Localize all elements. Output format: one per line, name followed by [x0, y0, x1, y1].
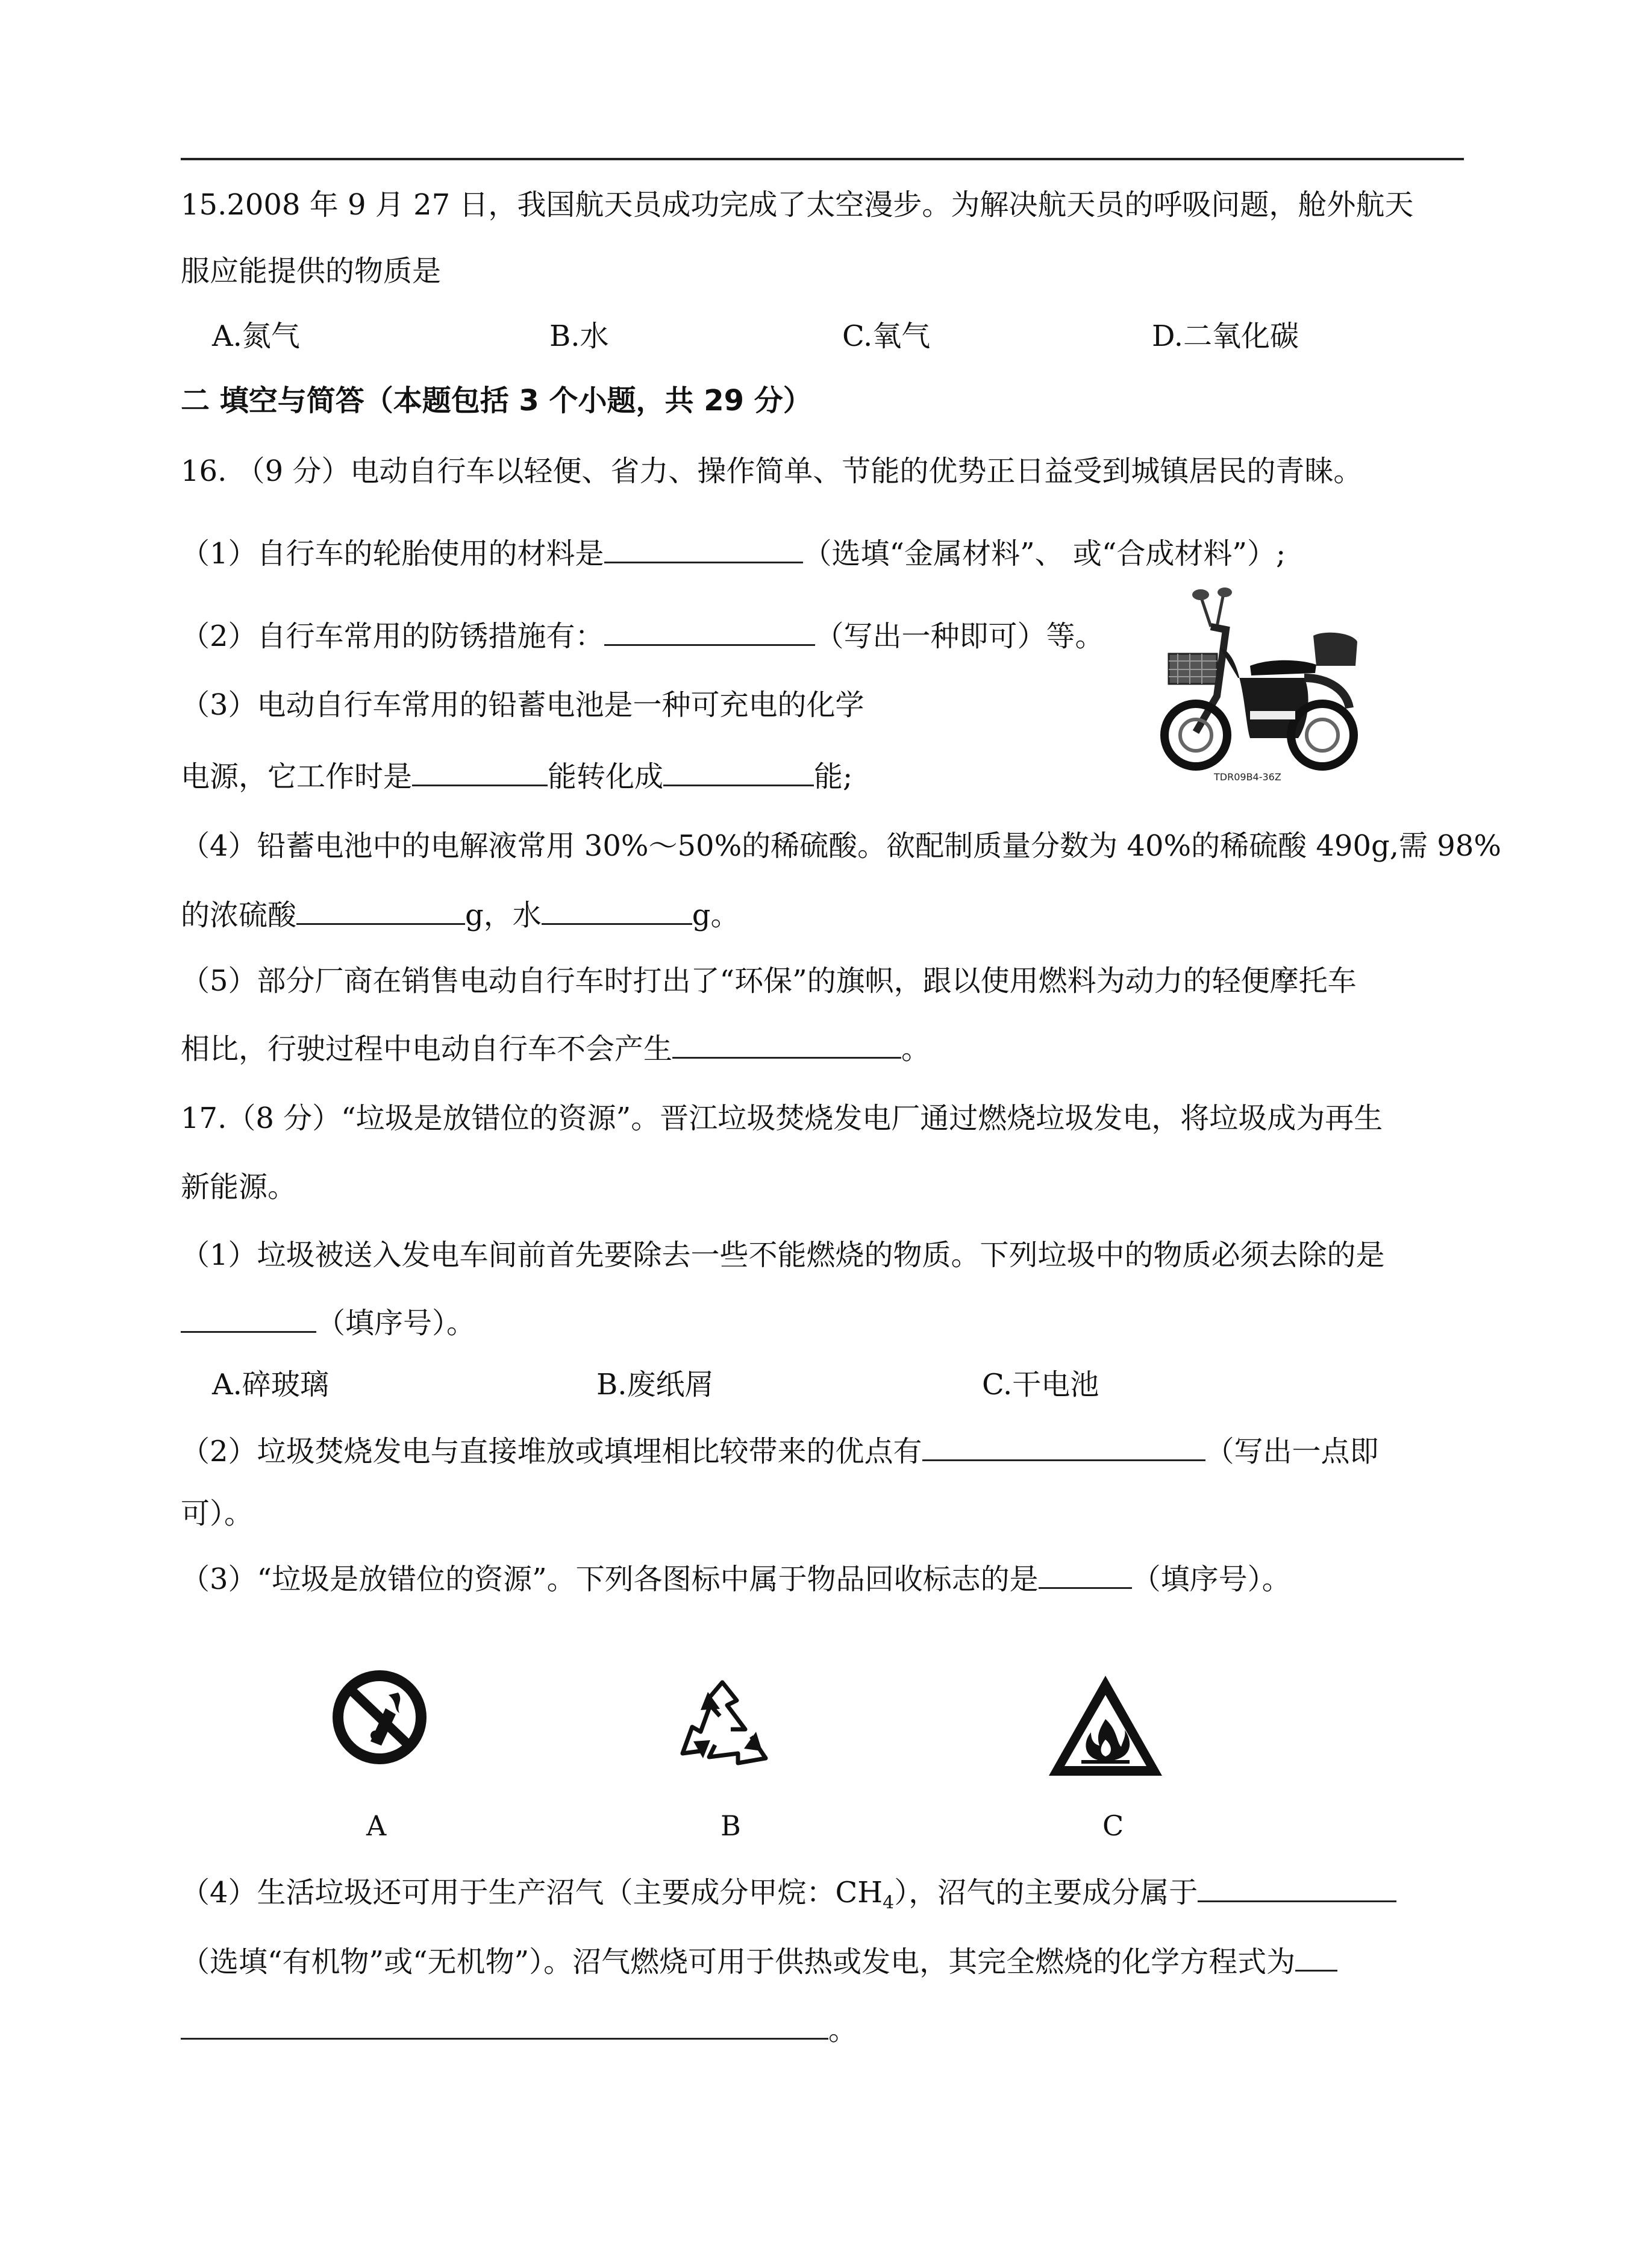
header-rule [181, 158, 1464, 160]
q15-line2: 服应能提供的物质是 [181, 254, 442, 288]
q16-part1-hint: （选填“金属材料”、 或“合成材料”）; [802, 537, 1286, 571]
q17-part4-line2 [181, 1943, 1337, 1980]
electric-bike-image [1160, 581, 1361, 786]
q17-option-c: C.干电池 [982, 1368, 1099, 1402]
q16-part2-text: （2）自行车常用的防锈措施有： [181, 619, 604, 653]
q17-part2-line2: 可）。 [181, 1497, 254, 1530]
q16-part3-line2 [181, 758, 852, 795]
q17-part4-blank2[interactable] [181, 2011, 828, 2040]
q17-part2-text: （2）垃圾焚烧发电与直接堆放或填埋相比较带来的优点有 [181, 1435, 922, 1468]
q17-part4-mid: ），沼气的主要成分属于 [894, 1876, 1198, 1909]
q16-part4-text: 的浓硫酸 [181, 898, 297, 932]
q16-intro: 16. （9 分）电动自行车以轻便、省力、操作简单、节能的优势正日益受到城镇居民的青睐。 [181, 454, 1363, 488]
q16-part5-blank[interactable] [672, 1030, 901, 1059]
q15-option-b: B.水 [549, 319, 609, 353]
q16-part3-blank1[interactable] [412, 758, 548, 786]
q16-part2-hint: （写出一种即可）等。 [814, 619, 1104, 653]
q15-option-d: D.二氧化碳 [1152, 319, 1299, 353]
q17-part4-end: 。 [828, 2013, 858, 2047]
q16-part4-mid: g，水 [465, 898, 542, 932]
q17-part1-hint: （填序号）。 [316, 1306, 476, 1340]
icon-label-c: C [1102, 1809, 1124, 1842]
q16-part4-end: g。 [692, 898, 740, 932]
q17-part1-line1: （1）垃圾被送入发电车间前首先要除去一些不能燃烧的物质。下列垃圾中的物质必须去除的是 [181, 1238, 1385, 1272]
q17-option-a: A.碎玻璃 [212, 1368, 329, 1402]
q17-part4-line3 [181, 2011, 857, 2048]
q16-part2-blank[interactable] [604, 618, 815, 646]
bike-caption: TDR09B4-36Z [1214, 771, 1281, 783]
q16-part3-text: 电源，它工作时是 [181, 760, 413, 794]
q17-part2-hint: （写出一点即 [1205, 1435, 1379, 1468]
q16-part3-line1: （3）电动自行车常用的铅蓄电池是一种可充电的化学 [181, 688, 864, 722]
q16-part4-line2 [181, 897, 739, 933]
q16-part5-end: 。 [901, 1032, 931, 1066]
q16-part2 [181, 618, 1104, 654]
q17-part2-blank[interactable] [922, 1433, 1205, 1461]
q17-intro-line2: 新能源。 [181, 1170, 297, 1204]
q17-part3-text: （3）“垃圾是放错位的资源”。下列各图标中属于物品回收标志的是 [181, 1562, 1039, 1596]
no-smoking-icon [328, 1666, 431, 1768]
q16-part4-blank1[interactable] [296, 897, 465, 925]
q16-part5-line2 [181, 1030, 930, 1067]
q16-part1 [181, 535, 1286, 572]
q17-part4-line1 [181, 1874, 1396, 1922]
q16-part1-blank[interactable] [604, 535, 803, 563]
q17-option-b: B.废纸屑 [596, 1368, 714, 1402]
q16-part5-text: 相比，行驶过程中电动自行车不会产生 [181, 1032, 673, 1066]
q17-part3 [181, 1561, 1291, 1597]
q17-part4-blank2-start[interactable] [1295, 1943, 1337, 1972]
q17-part4-text2: （选填“有机物”或“无机物”）。沼气燃烧可用于供热或发电，其完全燃烧的化学方程式为 [181, 1945, 1296, 1979]
q16-part5-line1: （5）部分厂商在销售电动自行车时打出了“环保”的旗帜，跟以使用燃料为动力的轻便摩托车 [181, 964, 1357, 998]
recycle-icon [672, 1674, 780, 1776]
q16-part3-blank2[interactable] [663, 758, 814, 786]
q15-line1: 15.2008 年 9 月 27 日，我国航天员成功完成了太空漫步。为解决航天员的呼吸问题，舱外航天 [181, 188, 1414, 222]
q16-part4-blank2[interactable] [542, 897, 692, 925]
q16-part1-text: （1）自行车的轮胎使用的材料是 [181, 537, 604, 571]
q17-part2-line1 [181, 1433, 1379, 1470]
q16-part3-end: 能; [814, 760, 853, 794]
flammable-warning-icon [1045, 1672, 1166, 1781]
q16-part4-line1: （4）铅蓄电池中的电解液常用 30%～50%的稀硫酸。欲配制质量分数为 40%的稀硫酸 490g,需 98% [181, 829, 1501, 863]
q17-intro-line1: 17.（8 分）“垃圾是放错位的资源”。晋江垃圾焚烧发电厂通过燃烧垃圾发电，将垃圾成为再生 [181, 1101, 1383, 1135]
q17-part1-blank[interactable] [181, 1305, 316, 1333]
q15-option-c: C.氧气 [842, 319, 931, 353]
icon-label-b: B [721, 1809, 741, 1842]
q17-part3-blank[interactable] [1039, 1561, 1132, 1589]
ch4-subscript: 4 [883, 1892, 895, 1914]
q16-part3-mid: 能转化成 [548, 760, 664, 794]
q17-part1-line2 [181, 1305, 475, 1341]
q17-part3-hint: （填序号）。 [1131, 1562, 1291, 1596]
section2-title: 二 填空与简答（本题包括 3 个小题，共 29 分） [181, 384, 812, 418]
q17-part4-blank1[interactable] [1198, 1874, 1396, 1902]
icon-label-a: A [366, 1809, 387, 1842]
q15-option-a: A.氮气 [212, 319, 300, 353]
q17-part4-text: （4）生活垃圾还可用于生产沼气（主要成分甲烷：CH [181, 1876, 883, 1909]
